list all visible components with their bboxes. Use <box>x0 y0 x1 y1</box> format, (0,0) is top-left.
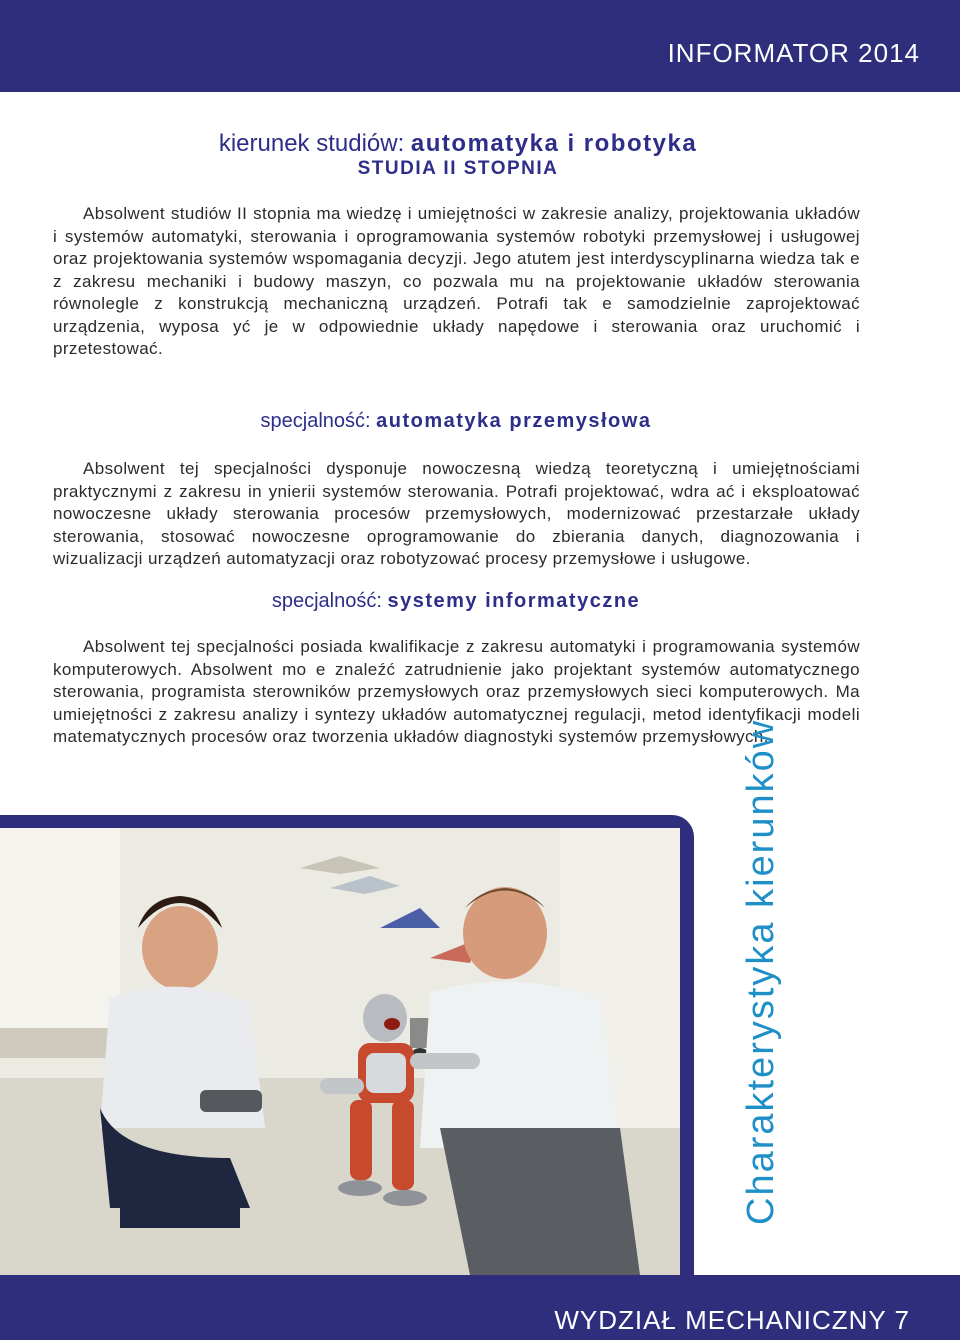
robot-lab-photo <box>0 828 680 1275</box>
specialization-prefix: specjalność: <box>271 590 388 612</box>
program-name: automatyka i robotyka <box>410 130 698 157</box>
photo-illustration <box>0 828 680 1275</box>
program-heading <box>0 130 916 158</box>
specialization-name: systemy informatyczne <box>387 590 641 612</box>
header-bar <box>0 0 960 92</box>
footer-text: WYDZIAŁ MECHANICZNY 7 <box>554 1305 910 1335</box>
specialization-text-2: Absolwent tej specjalności posiada kwalifikacje z zakresu automatyki i programowania systemów komputerowych. Absolwent mo e znaleźć zatrudnienie jako projektant systemów automatycznego sterowania, programista sterowników przemysłowych oraz przemysłowych sieci komputerowych. Ma umiejętności z zakresu analizy i syntezy układów automatycznej regulacji, metod identyfikacji modeli matematycznych procesów oraz tworzenia układów diagnostyki systemów przemysłowych. <box>53 637 860 746</box>
specialization-name: automatyka przemysłowa <box>376 410 652 432</box>
study-level: STUDIA II STOPNIA <box>357 158 559 179</box>
intro-paragraph: Absolwent studiów II stopnia ma wiedzę i umiejętności w zakresie analizy, projektowania układów i systemów automatyki, sterowania i oprogramowania systemów robotyki przemysłowej i usługowej oraz projektowania systemów wspomagania decyzji. Jego atutem jest interdyscyplinarna wiedza tak e z zakresu mechaniki i budowy maszyn, co pozwala mu na projektowanie układów sterowania równolegle z konstrukcją mechaniczną urządzeń. Potrafi tak e samodzielnie zaprojektować urządzenia, wyposa yć je w odpowiednie układy napędowe i sterowania oraz uruchomić i przetestować. <box>53 204 860 358</box>
specialization-prefix: specjalność: <box>260 410 377 432</box>
specialization-text-1: Absolwent tej specjalności dysponuje nowoczesną wiedzą teoretyczną i umiejętnościami praktycznymi z zakresu in ynierii systemów sterowania. Potrafi projektować, wdra ać i eksploatować nowoczesne układy sterowania procesów przemysłowych, modernizować przestarzałe układy sterowania, stosować nowoczesne oprogramowanie do zbierania danych, diagnozowania i wizualizacji urządzeń automatyzacji oraz robotyzować procesy przemysłowe i usługowe. <box>53 459 860 568</box>
header-title: INFORMATOR 2014 <box>667 38 920 68</box>
side-title: Charakterystyka kierunków <box>740 718 782 1225</box>
program-prefix: kierunek studiów: <box>218 130 411 157</box>
